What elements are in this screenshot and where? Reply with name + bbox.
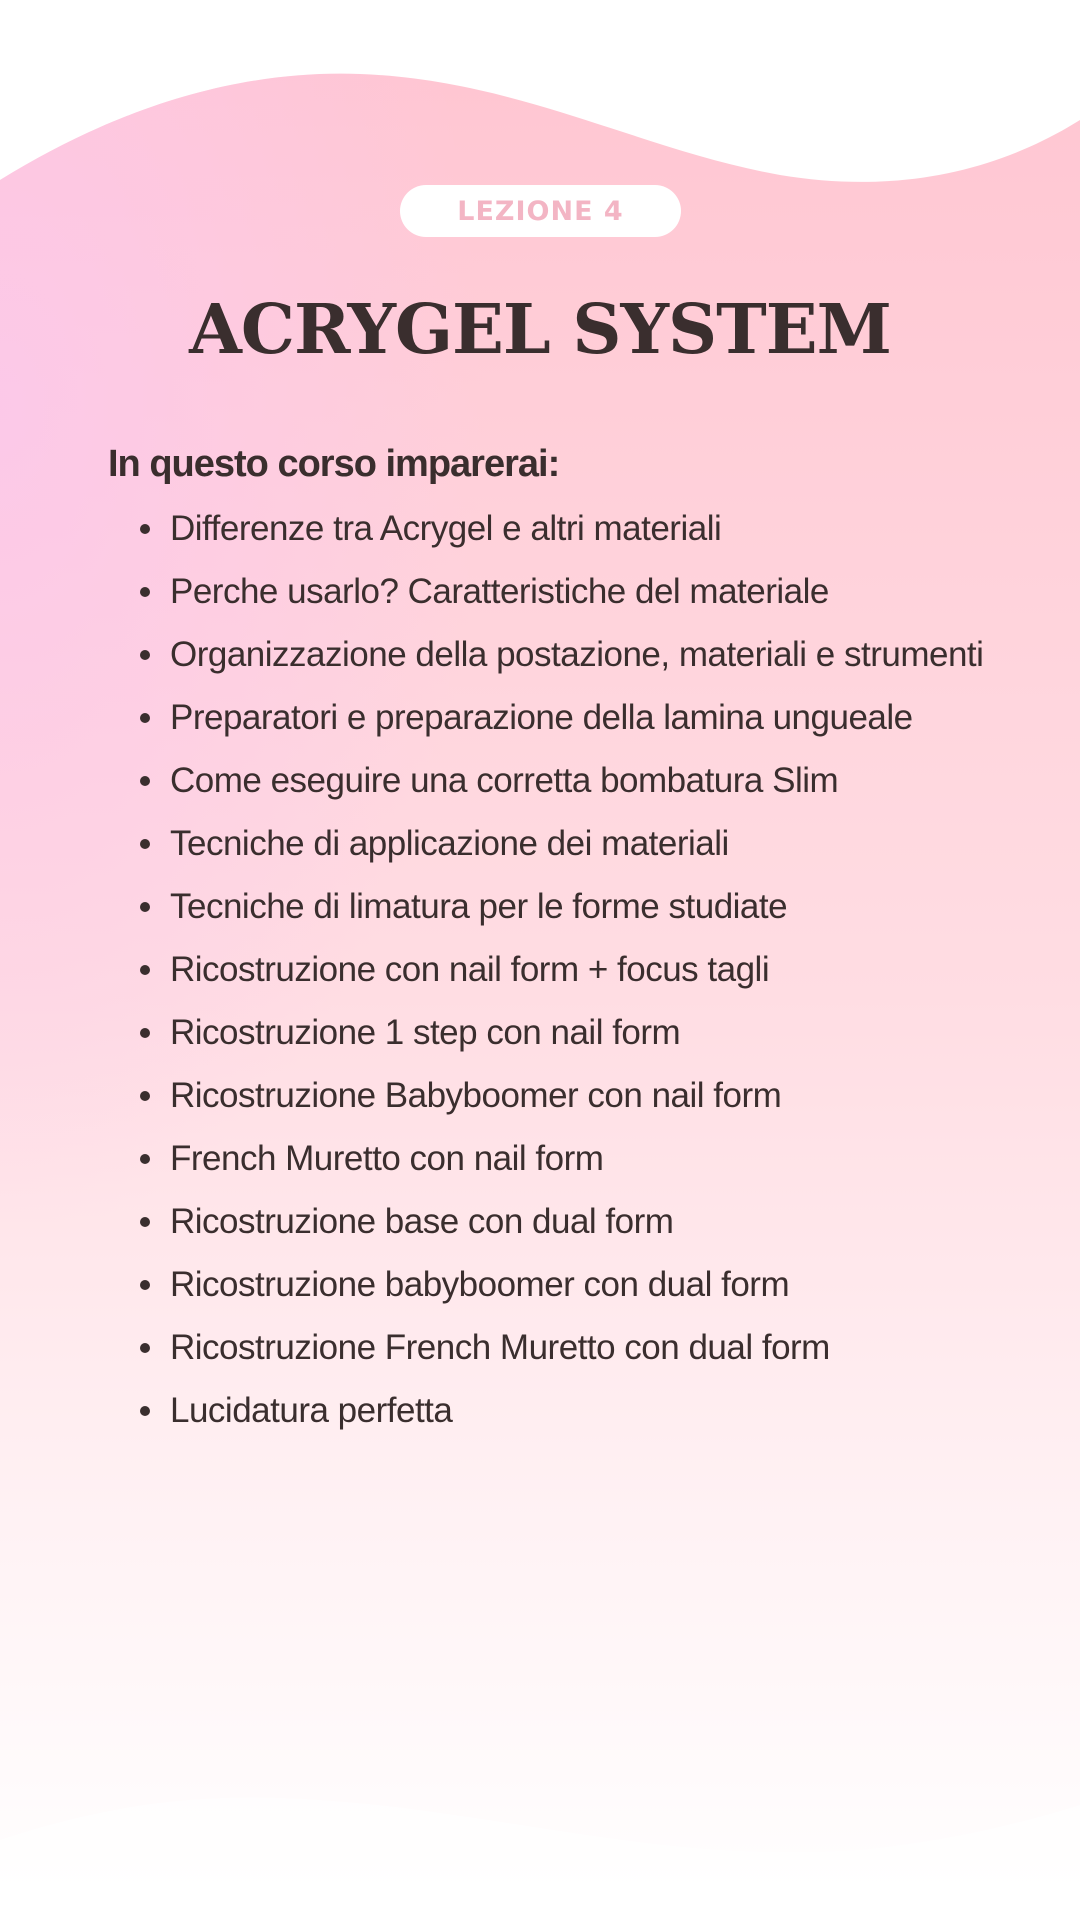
list-item-text: Lucidatura perfetta [170,1391,453,1430]
bullet-icon [140,902,150,912]
bullet-icon [140,1406,150,1416]
list-item [170,1316,1000,1379]
list-item [170,938,1000,1001]
bullet-icon [140,587,150,597]
list-item-text: French Muretto con nail form [170,1139,604,1178]
list-item [170,812,1000,875]
bullet-icon [140,839,150,849]
list-item-text: Ricostruzione 1 step con nail form [170,1013,681,1052]
bullet-icon [140,1091,150,1101]
list-item-text: Come eseguire una corretta bombatura Slim [170,761,839,800]
list-item-text: Perche usarlo? Caratteristiche del materiale [170,572,829,611]
bullet-icon [140,965,150,975]
list-item [170,497,1000,560]
bullet-icon [140,524,150,534]
list-item-text: Tecniche di limatura per le forme studiate [170,887,788,926]
list-item-text: Tecniche di applicazione dei materiali [170,824,729,863]
bullet-icon [140,1028,150,1038]
list-item-text: Differenze tra Acrygel e altri materiali [170,509,722,548]
list-item [170,875,1000,938]
list-item [170,686,1000,749]
bullet-icon [140,1154,150,1164]
bullet-icon [140,713,150,723]
intro-heading: In questo corso imparerai: [108,443,560,485]
list-item-text: Organizzazione della postazione, materiali e strumenti [170,635,984,674]
bullet-icon [140,776,150,786]
list-item [170,1379,1000,1442]
lesson-badge-label: LEZIONE 4 [457,195,624,227]
topics-list [170,497,1000,1442]
list-item [170,1001,1000,1064]
list-item [170,1253,1000,1316]
lesson-badge [400,185,681,237]
list-item-text: Ricostruzione babyboomer con dual form [170,1265,790,1304]
list-item [170,560,1000,623]
bullet-icon [140,1217,150,1227]
list-item-text: Preparatori e preparazione della lamina ungueale [170,698,913,737]
bullet-icon [140,1280,150,1290]
list-item-text: Ricostruzione base con dual form [170,1202,674,1241]
bullet-icon [140,650,150,660]
list-item [170,1190,1000,1253]
page-title: ACRYGEL SYSTEM [189,290,891,370]
bullet-icon [140,1343,150,1353]
list-item-text: Ricostruzione French Muretto con dual form [170,1328,830,1367]
list-item-text: Ricostruzione Babyboomer con nail form [170,1076,782,1115]
list-item [170,1127,1000,1190]
list-item [170,1064,1000,1127]
list-item-text: Ricostruzione con nail form + focus tagli [170,950,770,989]
list-item [170,623,1000,686]
list-item [170,749,1000,812]
